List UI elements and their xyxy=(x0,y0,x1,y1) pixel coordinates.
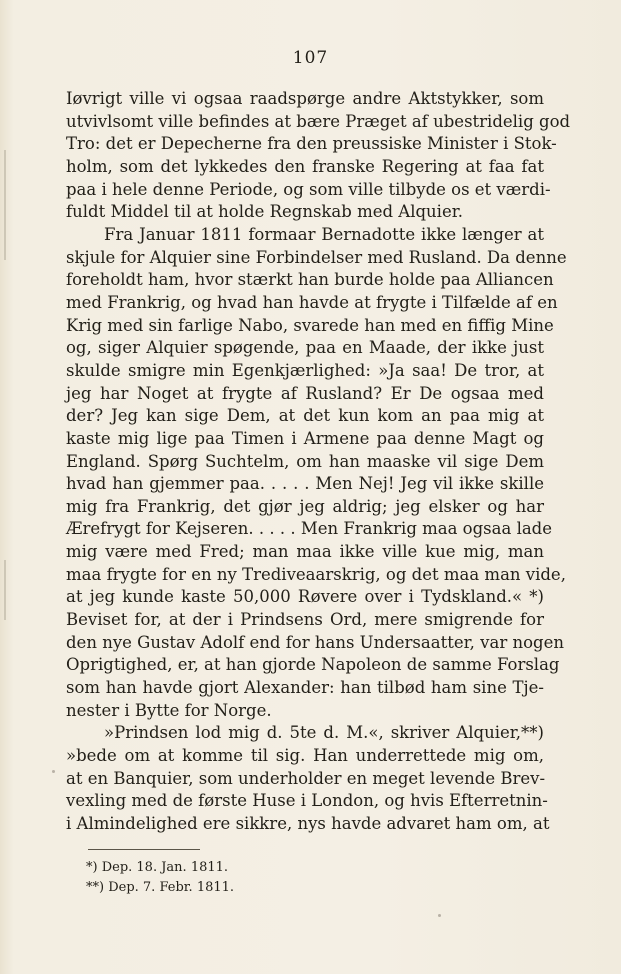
text-line: »bede om at komme til sig. Han underrettede mig om, xyxy=(66,746,544,766)
page-number: 107 xyxy=(292,48,329,68)
text-line: mig være med Fred; man maa ikke ville kue mig, man xyxy=(66,542,544,562)
text-line: og, siger Alquier spøgende, paa en Maade, der ikke just xyxy=(66,338,544,358)
text-line: holm, som det lykkedes den franske Regering at faa fat xyxy=(66,156,544,176)
text-line: Tro: det er Depecherne fra den preussiske Minister i Stok- xyxy=(66,134,557,154)
footnote-divider xyxy=(88,849,200,850)
page-edge-mark xyxy=(4,150,6,260)
text-line: Oprigtighed, er, at han gjorde Napoleon de samme Forslag xyxy=(66,655,560,675)
text-line: kaste mig lige paa Timen i Armene paa denne Magt og xyxy=(66,428,544,448)
text-line: nester i Bytte for Norge. xyxy=(66,700,272,720)
text-line: at jeg kunde kaste 50,000 Røvere over i Tydskland.« *) xyxy=(66,587,544,607)
text-line: mig fra Frankrig, det gjør jeg aldrig; jeg elsker og har xyxy=(66,496,544,516)
text-line: jeg har Noget at frygte af Rusland? Er De ogsaa med xyxy=(66,383,544,403)
text-line: skjule for Alquier sine Forbindelser med Rusland. Da denne xyxy=(66,247,567,267)
footnotes xyxy=(86,858,234,898)
text-line: paa i hele denne Periode, og som ville tilbyde os et værdi- xyxy=(66,179,551,199)
footnote: **) Dep. 7. Febr. 1811. xyxy=(86,880,235,895)
text-line: i Almindelighed ere sikkre, nys havde advaret ham om, at xyxy=(66,814,550,833)
text-line: foreholdt ham, hvor stærkt han burde holde paa Alliancen xyxy=(66,270,554,290)
text-line: Iøvrigt ville vi ogsaa raadspørge andre Aktstykker, som xyxy=(66,89,544,108)
text-line: utvivlsomt ville befindes at bære Præget af ubestridelig god xyxy=(66,111,571,131)
text-line: vexling med de første Huse i London, og hvis Efterretnin- xyxy=(66,791,548,811)
text-line: som han havde gjort Alexander: han tilbød ham sine Tje- xyxy=(66,678,544,698)
paper-speck xyxy=(52,770,55,773)
text-line: England. Spørg Suchtelm, om han maaske vil sige Dem xyxy=(66,451,544,471)
text-line: Ærefrygt for Kejseren. . . . . Men Frankrig maa ogsaa lade xyxy=(66,519,553,539)
text-line: den nye Gustav Adolf end for hans Undersaatter, var nogen xyxy=(66,632,564,652)
paper-speck xyxy=(438,914,441,917)
text-line: »Prindsen lod mig d. 5te d. M.«, skriver Alquier,**) xyxy=(104,723,544,743)
page-edge-mark xyxy=(4,560,6,620)
text-line: skulde smigre min Egenkjærlighed: »Ja saa! De tror, at xyxy=(66,360,544,380)
text-line: med Frankrig, og hvad han havde at frygte i Tilfælde af en xyxy=(66,292,558,312)
text-line: Fra Januar 1811 formaar Bernadotte ikke længer at xyxy=(104,224,544,244)
text-line: fuldt Middel til at holde Regnskab med Alquier. xyxy=(66,202,464,222)
body-text xyxy=(66,88,571,836)
text-line: der? Jeg kan sige Dem, at det kun kom an paa mig at xyxy=(66,406,544,426)
text-line: Beviset for, at der i Prindsens Ord, mere smigrende for xyxy=(66,610,544,630)
text-line: at en Banquier, som underholder en meget levende Brev- xyxy=(66,768,546,788)
text-line: hvad han gjemmer paa. . . . . Men Nej! Jeg vil ikke skille xyxy=(66,474,544,494)
footnote: *) Dep. 18. Jan. 1811. xyxy=(86,860,229,875)
text-line: Krig med sin farlige Nabo, svarede han med en fiffig Mine xyxy=(66,315,554,335)
text-line: maa frygte for en ny Trediveaarskrig, og det maa man vide, xyxy=(66,564,566,584)
